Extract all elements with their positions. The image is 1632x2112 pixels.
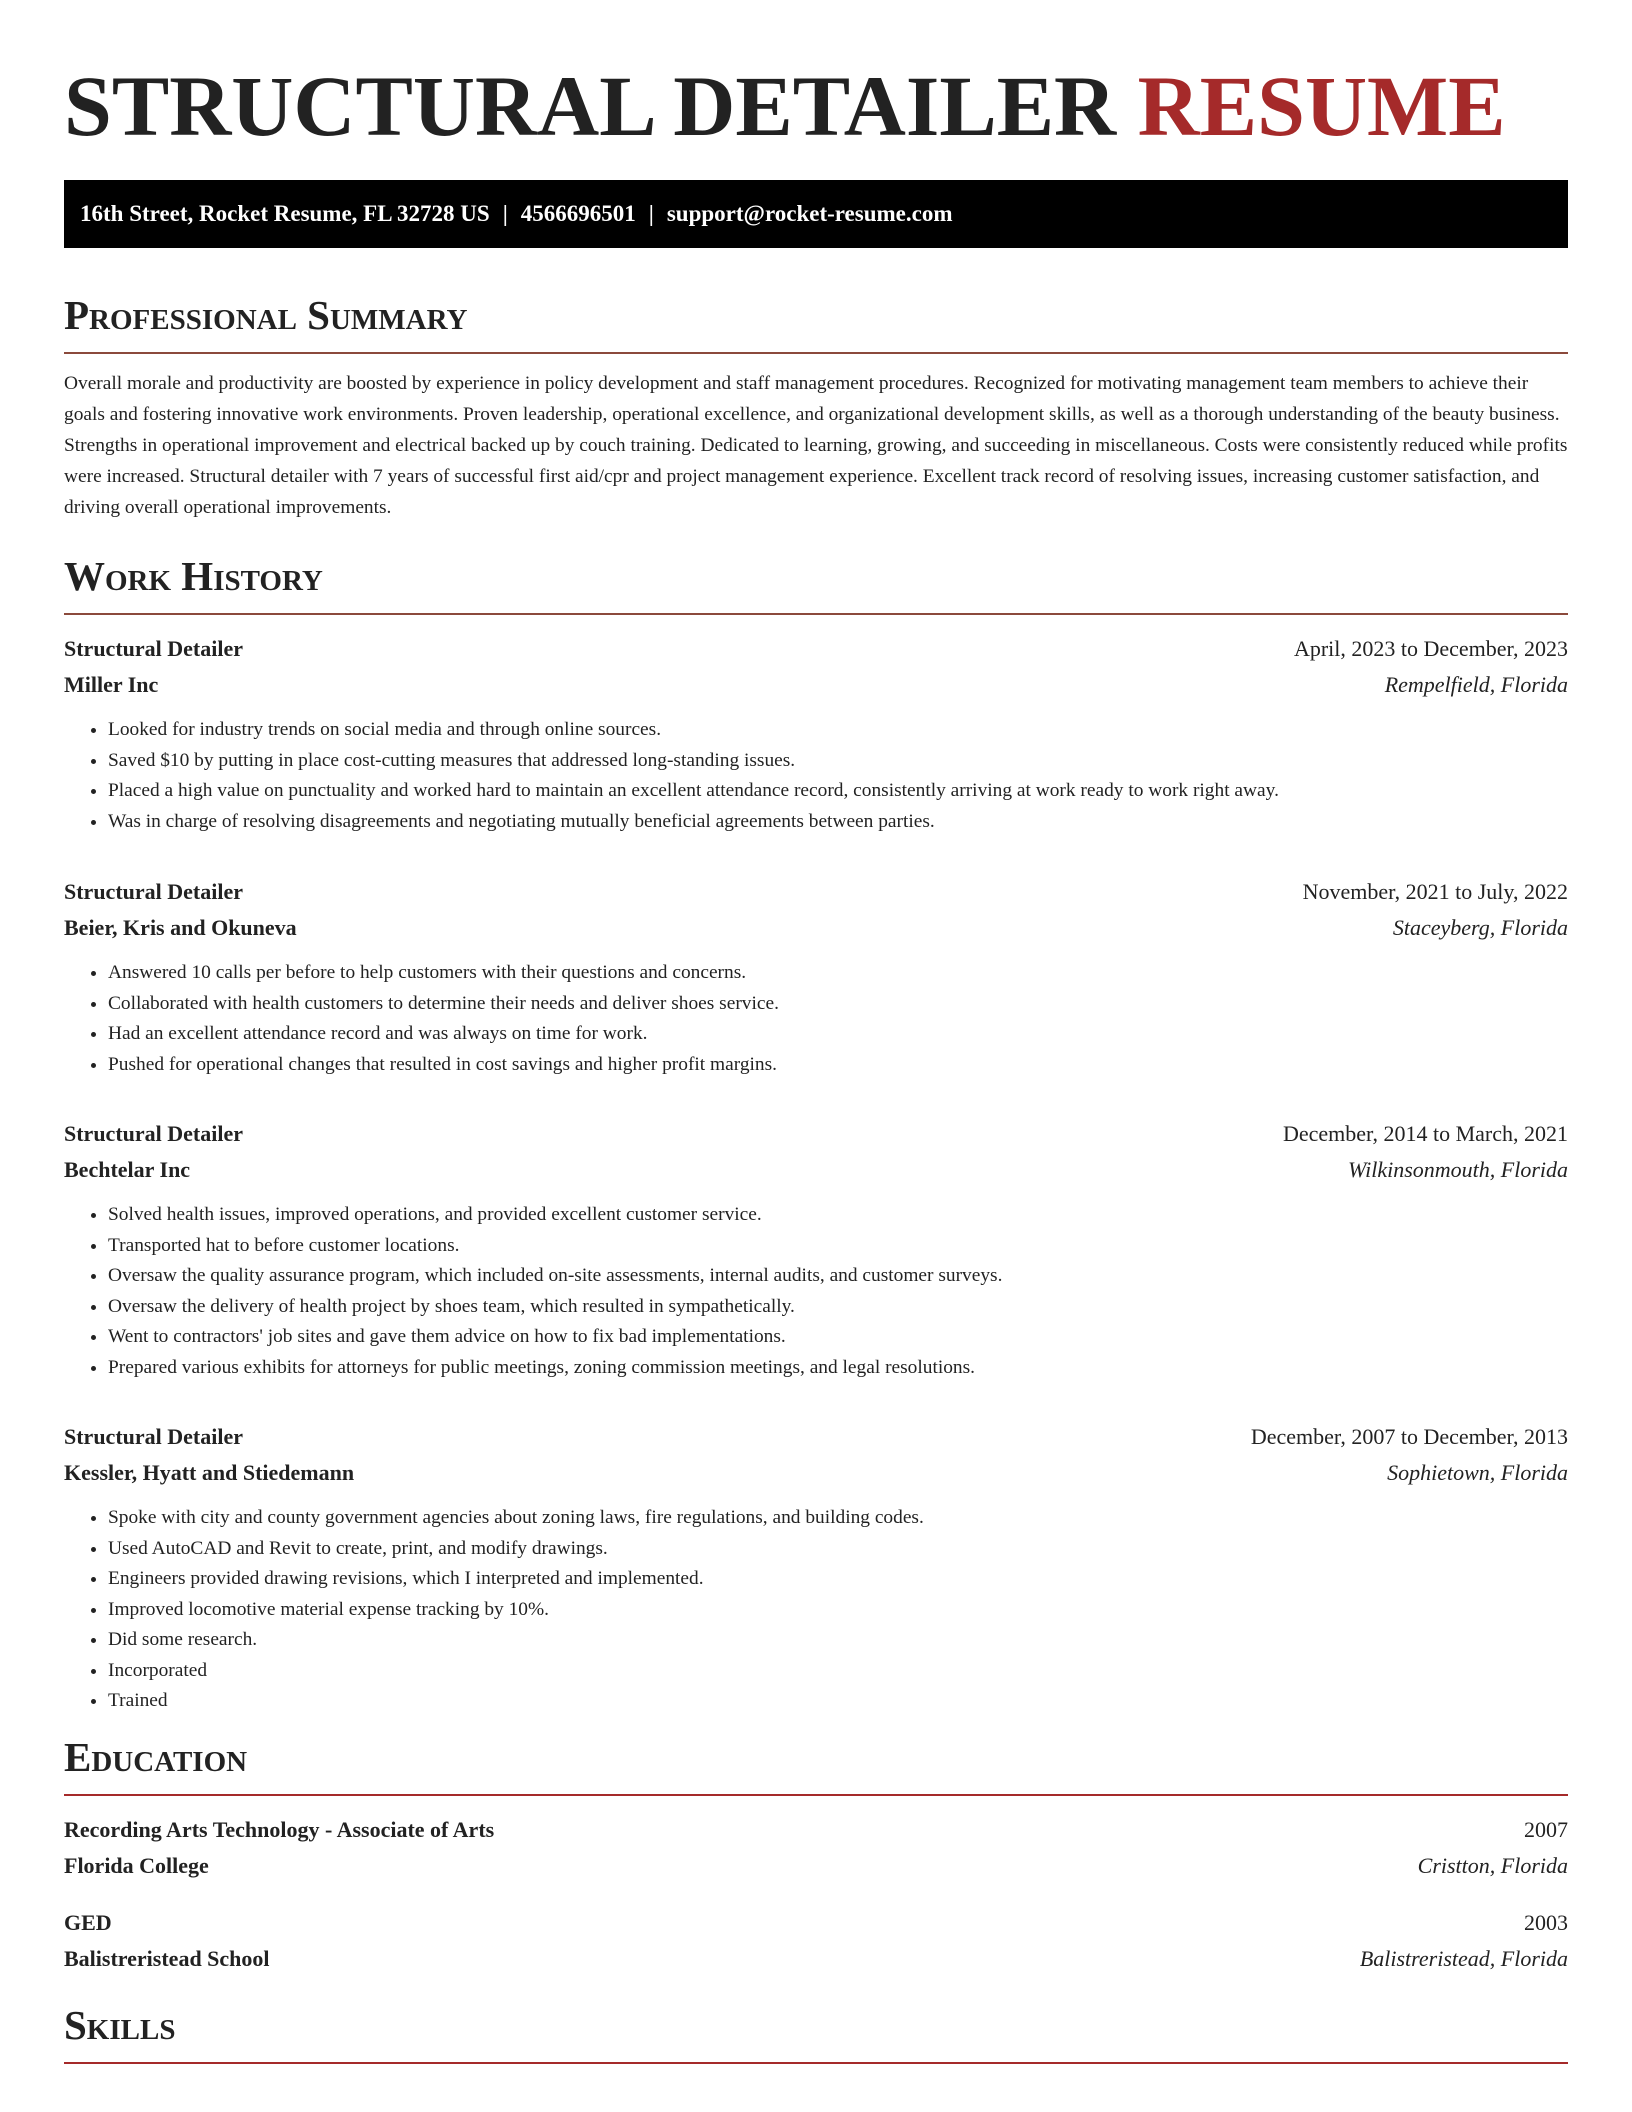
job-company: Kessler, Hyatt and Stiedemann bbox=[64, 1460, 355, 1485]
contact-email: support@rocket-resume.com bbox=[666, 201, 953, 226]
education-degree-row bbox=[64, 1812, 1568, 1848]
job-company: Beier, Kris and Okuneva bbox=[64, 915, 297, 940]
education-school-row bbox=[64, 1848, 1568, 1884]
job-dates: April, 2023 to December, 2023 bbox=[1293, 636, 1568, 661]
job-bullet: • Used AutoCAD and Revit to create, print, and modify drawings. bbox=[108, 1534, 1568, 1565]
education-heading: Education bbox=[64, 1737, 1568, 1796]
job-entry bbox=[64, 874, 1568, 1080]
title-accent: RESUME bbox=[1137, 58, 1506, 154]
job-bullet: • Solved health issues, improved operations, and provided excellent customer service. bbox=[108, 1200, 1568, 1231]
contact-separator: | bbox=[502, 201, 508, 226]
job-bullet: • Incorporated bbox=[108, 1656, 1568, 1687]
education-degree-row bbox=[64, 1905, 1568, 1941]
job-bullets bbox=[64, 1200, 1568, 1383]
education-degree: GED bbox=[64, 1909, 112, 1935]
education-entry bbox=[64, 1812, 1568, 1884]
job-dates: November, 2021 to July, 2022 bbox=[1302, 879, 1568, 904]
education-entry bbox=[64, 1905, 1568, 1977]
education-location: Cristton, Florida bbox=[1417, 1852, 1568, 1878]
job-title-row bbox=[64, 874, 1568, 910]
job-company: Miller Inc bbox=[64, 672, 159, 697]
job-bullet: • Trained bbox=[108, 1686, 1568, 1717]
contact-address: 16th Street, Rocket Resume, FL 32728 US bbox=[80, 201, 490, 226]
job-bullet: • Transported hat to before customer locations. bbox=[108, 1231, 1568, 1262]
education-school-row bbox=[64, 1941, 1568, 1977]
job-bullets bbox=[64, 715, 1568, 837]
job-entry bbox=[64, 1116, 1568, 1383]
resume-title bbox=[64, 56, 1568, 154]
education-school: Balistreristead School bbox=[64, 1945, 270, 1971]
summary-heading: Professional Summary bbox=[64, 295, 1568, 354]
summary-section bbox=[64, 292, 1568, 523]
job-bullet: • Did some research. bbox=[108, 1625, 1568, 1656]
job-bullet: • Was in charge of resolving disagreements and negotiating mutually beneficial agreements between parties. bbox=[108, 807, 1568, 838]
job-location: Sophietown, Florida bbox=[1387, 1460, 1568, 1485]
job-bullet: • Answered 10 calls per before to help customers with their questions and concerns. bbox=[108, 958, 1568, 989]
title-main: STRUCTURAL DETAILER bbox=[64, 58, 1117, 154]
job-company: Bechtelar Inc bbox=[64, 1157, 191, 1182]
education-section bbox=[64, 1733, 1568, 1977]
job-title: Structural Detailer bbox=[64, 636, 243, 661]
skills-section bbox=[64, 2001, 1568, 2064]
job-bullet: • Spoke with city and county government agencies about zoning laws, fire regulations, and building codes. bbox=[108, 1503, 1568, 1534]
education-location: Balistreristead, Florida bbox=[1359, 1945, 1568, 1971]
job-bullet: • Collaborated with health customers to determine their needs and deliver shoes service. bbox=[108, 989, 1568, 1020]
job-bullet: • Engineers provided drawing revisions, which I interpreted and implemented. bbox=[108, 1564, 1568, 1595]
contact-separator: | bbox=[648, 201, 654, 226]
job-entry bbox=[64, 1419, 1568, 1717]
job-bullet: • Pushed for operational changes that resulted in cost savings and higher profit margins. bbox=[108, 1050, 1568, 1081]
education-degree: Recording Arts Technology - Associate of Arts bbox=[64, 1816, 495, 1842]
job-title: Structural Detailer bbox=[64, 879, 243, 904]
education-year: 2007 bbox=[1524, 1816, 1568, 1842]
job-bullet: • Had an excellent attendance record and was always on time for work. bbox=[108, 1019, 1568, 1050]
job-bullet: • Oversaw the quality assurance program, which included on-site assessments, internal audits, and customer surveys. bbox=[108, 1261, 1568, 1292]
job-bullets bbox=[64, 958, 1568, 1080]
work-section bbox=[64, 553, 1568, 1717]
job-bullet: • Looked for industry trends on social media and through online sources. bbox=[108, 715, 1568, 746]
job-company-row bbox=[64, 910, 1568, 946]
job-title: Structural Detailer bbox=[64, 1121, 243, 1146]
job-title: Structural Detailer bbox=[64, 1424, 243, 1449]
job-bullet: • Saved $10 by putting in place cost-cutting measures that addressed long-standing issues. bbox=[108, 746, 1568, 777]
job-entry bbox=[64, 631, 1568, 837]
work-heading: Work History bbox=[64, 556, 1568, 615]
job-dates: December, 2014 to March, 2021 bbox=[1282, 1121, 1568, 1146]
summary-text: Overall morale and productivity are boosted by experience in policy development and staff management procedures. Recognized for motivating management team members to achieve their goals and fostering innovative work environments. Proven leadership, operational excellence, and organizational development skills, as well as a thorough understanding of the beauty business. Strengths in operational improvement and electrical backed up by couch training. Dedicated to learning, growing, and succeeding in miscellaneous. Costs were consistently reduced while profits were increased. Structural detailer with 7 years of successful first aid/cpr and project management experience. Excellent track record of resolving issues, increasing customer satisfaction, and driving overall operational improvements. bbox=[64, 373, 1568, 518]
education-year: 2003 bbox=[1524, 1909, 1568, 1935]
job-bullets bbox=[64, 1503, 1568, 1717]
job-bullet: • Improved locomotive material expense tracking by 10%. bbox=[108, 1595, 1568, 1626]
education-school: Florida College bbox=[64, 1852, 209, 1878]
job-company-row bbox=[64, 667, 1568, 703]
job-location: Staceyberg, Florida bbox=[1392, 915, 1568, 940]
skills-heading: Skills bbox=[64, 2005, 1568, 2064]
job-company-row bbox=[64, 1455, 1568, 1491]
job-bullet: • Prepared various exhibits for attorneys for public meetings, zoning commission meetings, and legal resolutions. bbox=[108, 1353, 1568, 1384]
job-title-row bbox=[64, 631, 1568, 667]
job-title-row bbox=[64, 1116, 1568, 1152]
job-location: Wilkinsonmouth, Florida bbox=[1348, 1157, 1568, 1182]
contact-phone: 4566696501 bbox=[520, 201, 636, 226]
job-company-row bbox=[64, 1152, 1568, 1188]
job-location: Rempelfield, Florida bbox=[1384, 672, 1568, 697]
job-title-row bbox=[64, 1419, 1568, 1455]
job-bullet: • Placed a high value on punctuality and worked hard to maintain an excellent attendance record, consistently arriving at work ready to work right away. bbox=[108, 776, 1568, 807]
job-dates: December, 2007 to December, 2013 bbox=[1250, 1424, 1568, 1449]
contact-bar bbox=[64, 180, 1568, 248]
job-bullet: • Went to contractors' job sites and gave them advice on how to fix bad implementations. bbox=[108, 1322, 1568, 1353]
job-bullet: • Oversaw the delivery of health project by shoes team, which resulted in sympathetically. bbox=[108, 1292, 1568, 1323]
